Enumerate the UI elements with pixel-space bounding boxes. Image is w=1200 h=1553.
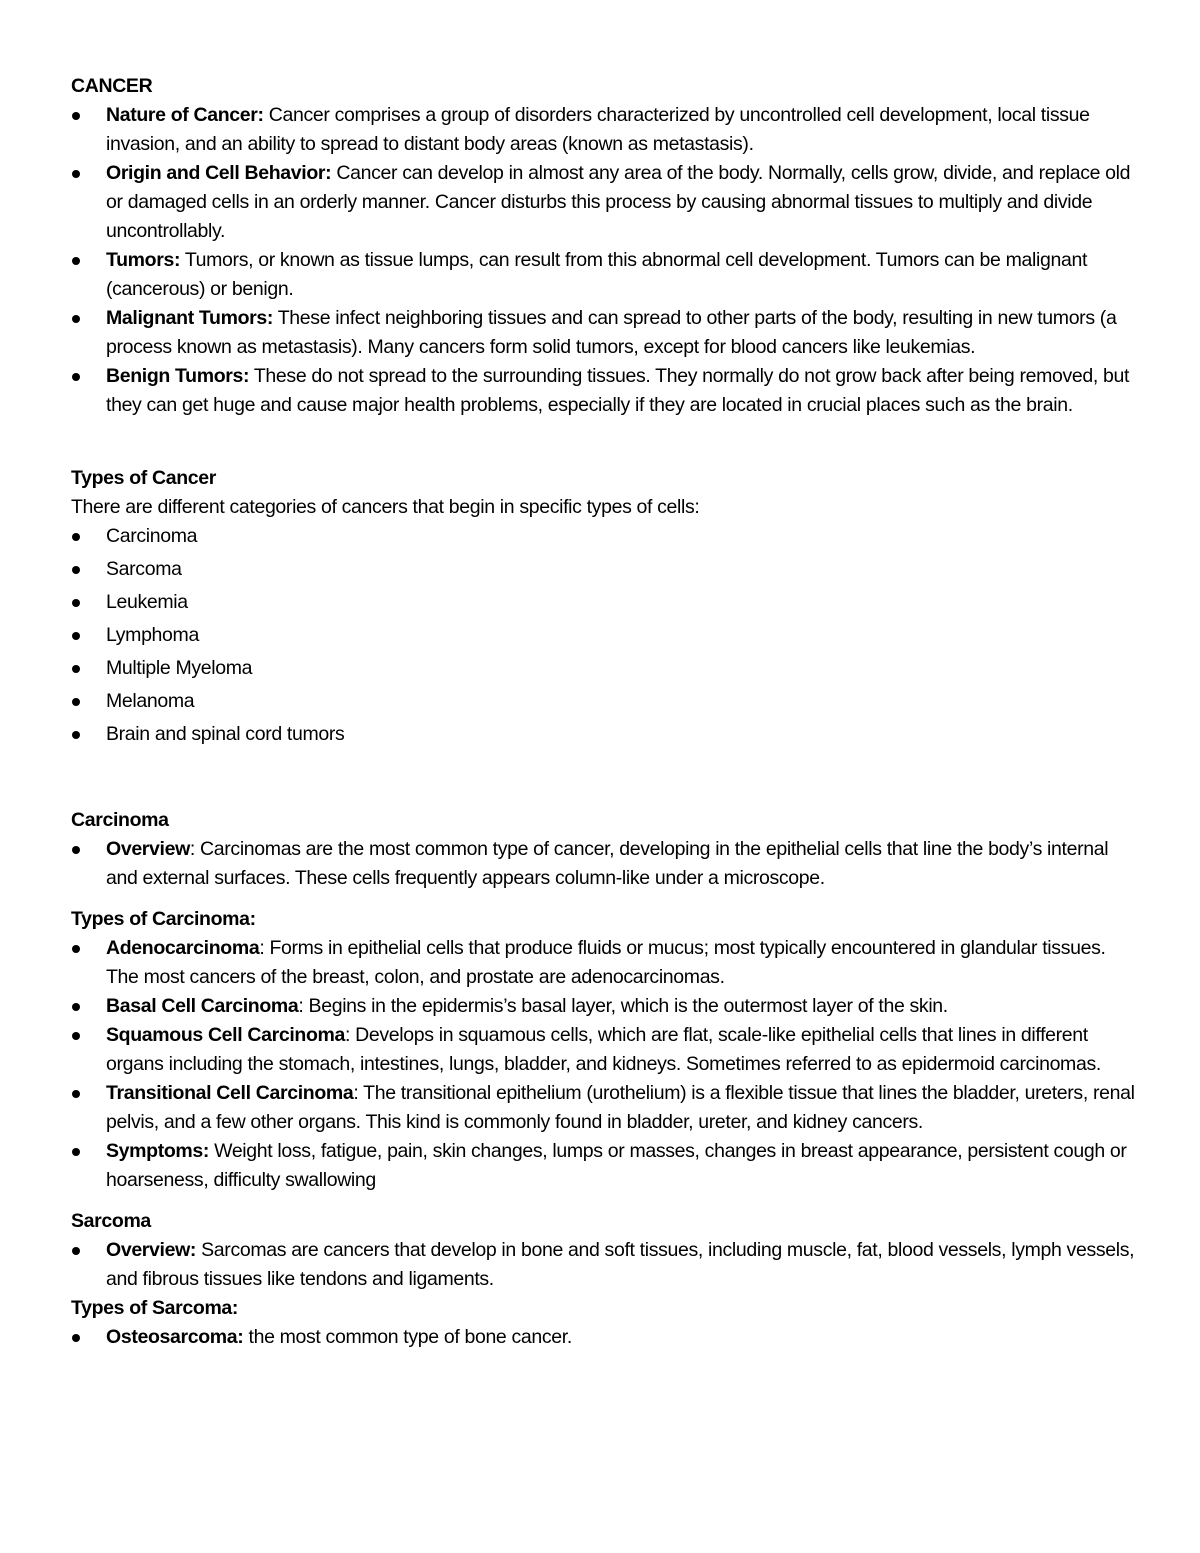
list-item-text: Leukemia bbox=[106, 591, 188, 613]
list-item-text: Tumors, or known as tissue lumps, can result from this abnormal cell development. Tumors can be malignant (cancerous) or benign. bbox=[106, 249, 1088, 300]
cancer-types-list bbox=[71, 522, 1135, 749]
section-title-cancer: CANCER bbox=[71, 75, 153, 97]
bullet-icon bbox=[72, 1032, 80, 1040]
list-item-term: Nature of Cancer: bbox=[106, 104, 264, 126]
list-item-text: Carcinoma bbox=[106, 525, 198, 547]
list-item bbox=[71, 159, 1135, 246]
bullet-icon bbox=[72, 315, 80, 323]
types-lead-text: There are different categories of cancers that begin in specific types of cells: bbox=[71, 496, 700, 518]
list-item-term: Basal Cell Carcinoma bbox=[106, 995, 299, 1017]
list-item-term: Malignant Tumors: bbox=[106, 307, 274, 329]
list-item-text: Lymphoma bbox=[106, 624, 199, 646]
bullet-icon bbox=[72, 373, 80, 381]
list-item bbox=[71, 588, 1135, 617]
list-item bbox=[71, 835, 1135, 893]
list-item bbox=[71, 522, 1135, 551]
list-item-text: : Forms in epithelial cells that produce fluids or mucus; most typically encountered in glandular tissues. The most cancers of the breast, colon, and prostate are adenocarcinomas. bbox=[106, 937, 1106, 988]
list-item bbox=[71, 304, 1135, 362]
list-item-term: Transitional Cell Carcinoma bbox=[106, 1082, 354, 1104]
list-item-text: Cancer can develop in almost any area of the body. Normally, cells grow, divide, and replace old or damaged cells in an orderly manner. Cancer disturbs this process by causing abnormal tissues to multiply and divide uncontrollably. bbox=[106, 162, 1131, 242]
list-item-term: Squamous Cell Carcinoma bbox=[106, 1024, 346, 1046]
list-item bbox=[71, 1021, 1135, 1079]
list-item bbox=[71, 246, 1135, 304]
list-item-text: Multiple Myeloma bbox=[106, 657, 253, 679]
bullet-icon bbox=[72, 533, 80, 541]
section-title-carcinoma: Carcinoma bbox=[71, 809, 169, 831]
bullet-icon bbox=[72, 1334, 80, 1342]
list-item bbox=[71, 555, 1135, 584]
list-item-term: Origin and Cell Behavior: bbox=[106, 162, 332, 184]
list-item-text: Weight loss, fatigue, pain, skin changes, lumps or masses, changes in breast appearance, persistent cough or hoarseness, difficulty swallowing bbox=[106, 1140, 1127, 1191]
bullet-icon bbox=[72, 632, 80, 640]
bullet-icon bbox=[72, 257, 80, 265]
list-item-text: Melanoma bbox=[106, 690, 195, 712]
list-item-text: These do not spread to the surrounding tissues. They normally do not grow back after being removed, but they can get huge and cause major health problems, especially if they are located in crucial places such as the brain. bbox=[106, 365, 1130, 416]
bullet-icon bbox=[72, 1090, 80, 1098]
list-item bbox=[71, 101, 1135, 159]
list-item-text: Sarcomas are cancers that develop in bone and soft tissues, including muscle, fat, blood vessels, lymph vessels, and fibrous tissues like tendons and ligaments. bbox=[106, 1239, 1135, 1290]
list-item-term: Symptoms: bbox=[106, 1140, 210, 1162]
sarcoma-overview-list bbox=[71, 1236, 1135, 1294]
list-item-text: : Develops in squamous cells, which are flat, scale-like epithelial cells that lines in different organs including the stomach, intestines, lungs, bladder, and kidneys. Sometimes referred to as epidermoid carcinomas. bbox=[106, 1024, 1101, 1075]
list-item-text: These infect neighboring tissues and can spread to other parts of the body, resulting in new tumors (a process known as metastasis). Many cancers form solid tumors, except for blood cancers like leukemias. bbox=[106, 307, 1117, 358]
subsection-title-types-of-carcinoma: Types of Carcinoma: bbox=[71, 908, 256, 930]
list-item-term: Adenocarcinoma bbox=[106, 937, 260, 959]
list-item-text: : Carcinomas are the most common type of cancer, developing in the epithelial cells that line the body’s internal and external surfaces. These cells frequently appears column-like under a microscope. bbox=[106, 838, 1109, 889]
carcinoma-overview-list bbox=[71, 835, 1135, 893]
list-item bbox=[71, 362, 1135, 420]
list-item-text: Sarcoma bbox=[106, 558, 182, 580]
list-item bbox=[71, 992, 1135, 1021]
list-item-term: Overview bbox=[106, 838, 190, 860]
list-item-text: the most common type of bone cancer. bbox=[243, 1326, 572, 1348]
bullet-icon bbox=[72, 112, 80, 120]
bullet-icon bbox=[72, 566, 80, 574]
list-item bbox=[71, 1236, 1135, 1294]
bullet-icon bbox=[72, 170, 80, 178]
section-title-sarcoma: Sarcoma bbox=[71, 1210, 151, 1232]
bullet-icon bbox=[72, 1148, 80, 1156]
list-item-term: Overview: bbox=[106, 1239, 197, 1261]
bullet-icon bbox=[72, 698, 80, 706]
bullet-icon bbox=[72, 945, 80, 953]
section-title-types-of-cancer: Types of Cancer bbox=[71, 467, 217, 489]
list-item bbox=[71, 654, 1135, 683]
bullet-icon bbox=[72, 846, 80, 854]
document-page bbox=[71, 72, 1135, 1352]
list-item-text: : Begins in the epidermis’s basal layer, which is the outermost layer of the skin. bbox=[298, 995, 948, 1017]
bullet-icon bbox=[72, 1247, 80, 1255]
cancer-overview-list bbox=[71, 101, 1135, 420]
list-item bbox=[71, 687, 1135, 716]
bullet-icon bbox=[72, 731, 80, 739]
bullet-icon bbox=[72, 1003, 80, 1011]
list-item bbox=[71, 621, 1135, 650]
carcinoma-types-list bbox=[71, 934, 1135, 1195]
list-item-term: Benign Tumors: bbox=[106, 365, 250, 387]
list-item-term: Osteosarcoma: bbox=[106, 1326, 244, 1348]
list-item bbox=[71, 1323, 1135, 1352]
list-item-text: Cancer comprises a group of disorders characterized by uncontrolled cell development, local tissue invasion, and an ability to spread to distant body areas (known as metastasis). bbox=[106, 104, 1090, 155]
list-item bbox=[71, 1137, 1135, 1195]
subsection-title-types-of-sarcoma: Types of Sarcoma: bbox=[71, 1297, 239, 1319]
list-item bbox=[71, 720, 1135, 749]
list-item bbox=[71, 934, 1135, 992]
list-item bbox=[71, 1079, 1135, 1137]
list-item-text: : The transitional epithelium (urothelium) is a flexible tissue that lines the bladder, ureters, renal pelvis, and a few other organs. This kind is commonly found in bladder, ureter, and kidney cancers. bbox=[106, 1082, 1135, 1133]
list-item-text: Brain and spinal cord tumors bbox=[106, 723, 345, 745]
list-item-term: Tumors: bbox=[106, 249, 181, 271]
sarcoma-types-list bbox=[71, 1323, 1135, 1352]
bullet-icon bbox=[72, 665, 80, 673]
bullet-icon bbox=[72, 599, 80, 607]
